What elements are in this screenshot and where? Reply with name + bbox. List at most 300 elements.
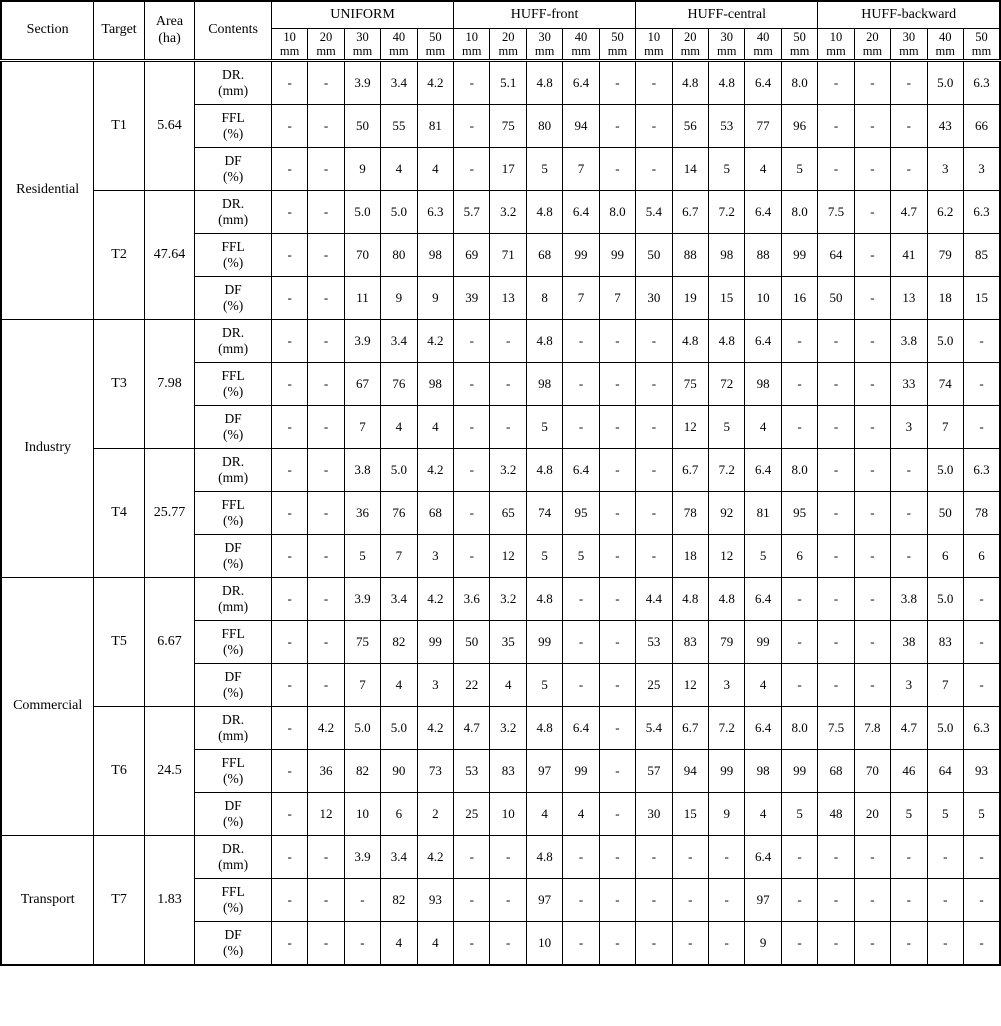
cell-value: 7.8	[854, 707, 890, 750]
cell-value: -	[563, 879, 599, 922]
header-row-groups	[1, 1, 1000, 29]
cell-value: 65	[490, 492, 526, 535]
cell-value: -	[271, 61, 307, 105]
cell-value: 4.2	[417, 707, 453, 750]
target-id-t7: T7	[94, 836, 144, 966]
cell-value: 3.6	[454, 578, 490, 621]
cell-value: 98	[526, 363, 562, 406]
cell-value: 7	[344, 406, 380, 449]
table-row	[1, 449, 1000, 492]
cell-value: 4.8	[526, 61, 562, 105]
cell-value: -	[891, 148, 927, 191]
header-area	[144, 1, 194, 61]
cell-value: 93	[963, 750, 1000, 793]
cell-value: -	[271, 922, 307, 966]
cell-value: 5	[781, 148, 817, 191]
cell-value: -	[454, 535, 490, 578]
table-row	[1, 707, 1000, 750]
cell-value: 39	[454, 277, 490, 320]
cell-value: 3	[963, 148, 1000, 191]
cell-value: -	[891, 105, 927, 148]
cell-value: 6.3	[963, 61, 1000, 105]
cell-value: 81	[745, 492, 781, 535]
cell-value: -	[891, 879, 927, 922]
cell-value: 4.8	[709, 578, 745, 621]
cell-value: -	[781, 836, 817, 879]
cell-value: 17	[490, 148, 526, 191]
header-target: Target	[94, 1, 144, 61]
cell-value: -	[599, 535, 635, 578]
cell-value: 4	[417, 406, 453, 449]
cell-value: 10	[490, 793, 526, 836]
cell-value: -	[271, 750, 307, 793]
cell-value: 95	[781, 492, 817, 535]
content-label-dr: DR. (mm)	[195, 836, 272, 879]
cell-value: -	[672, 922, 708, 966]
cell-value: 4	[381, 922, 417, 966]
cell-value: 10	[526, 922, 562, 966]
cell-value: -	[963, 922, 1000, 966]
cell-value: -	[271, 879, 307, 922]
cell-value: 82	[381, 879, 417, 922]
cell-value: -	[709, 879, 745, 922]
header-duration-huff-central-10: 10 mm	[636, 29, 672, 61]
cell-value: -	[963, 363, 1000, 406]
cell-value: 4	[381, 406, 417, 449]
cell-value: -	[599, 61, 635, 105]
cell-value: -	[854, 492, 890, 535]
cell-value: 12	[308, 793, 344, 836]
cell-value: 6	[781, 535, 817, 578]
cell-value: 3.9	[344, 61, 380, 105]
cell-value: 6.4	[745, 61, 781, 105]
cell-value: 7	[563, 148, 599, 191]
cell-value: 2	[417, 793, 453, 836]
content-label-df: DF (%)	[195, 277, 272, 320]
cell-value: -	[818, 836, 854, 879]
cell-value: -	[271, 363, 307, 406]
cell-value: 12	[490, 535, 526, 578]
target-area-t1: 5.64	[144, 61, 194, 191]
header-group-huff-front: HUFF-front	[454, 1, 636, 29]
cell-value: -	[490, 922, 526, 966]
cell-value: 5.0	[927, 61, 963, 105]
cell-value: -	[854, 363, 890, 406]
cell-value: -	[818, 105, 854, 148]
cell-value: 78	[672, 492, 708, 535]
cell-value: 15	[709, 277, 745, 320]
cell-value: -	[636, 492, 672, 535]
cell-value: -	[271, 277, 307, 320]
cell-value: -	[636, 879, 672, 922]
cell-value: 99	[745, 621, 781, 664]
cell-value: 4.2	[417, 320, 453, 363]
cell-value: -	[854, 922, 890, 966]
cell-value: -	[599, 449, 635, 492]
content-label-dr: DR. (mm)	[195, 707, 272, 750]
cell-value: 5.1	[490, 61, 526, 105]
cell-value: -	[490, 363, 526, 406]
cell-value: 3	[927, 148, 963, 191]
cell-value: 5	[963, 793, 1000, 836]
header-duration-huff-front-50: 50 mm	[599, 29, 635, 61]
cell-value: 7.5	[818, 191, 854, 234]
table-row	[1, 191, 1000, 234]
cell-value: -	[854, 234, 890, 277]
cell-value: 5	[891, 793, 927, 836]
cell-value: 4.8	[526, 191, 562, 234]
cell-value: -	[490, 320, 526, 363]
content-label-dr: DR. (mm)	[195, 449, 272, 492]
cell-value: -	[308, 363, 344, 406]
cell-value: -	[854, 406, 890, 449]
cell-value: 3.8	[344, 449, 380, 492]
cell-value: -	[563, 578, 599, 621]
content-label-dr: DR. (mm)	[195, 320, 272, 363]
cell-value: 7.2	[709, 707, 745, 750]
cell-value: 6	[927, 535, 963, 578]
cell-value: -	[454, 61, 490, 105]
cell-value: -	[963, 621, 1000, 664]
content-label-df: DF (%)	[195, 148, 272, 191]
cell-value: -	[636, 406, 672, 449]
cell-value: 9	[381, 277, 417, 320]
target-id-t5: T5	[94, 578, 144, 707]
cell-value: 4.7	[454, 707, 490, 750]
cell-value: 4	[745, 406, 781, 449]
cell-value: 3.9	[344, 578, 380, 621]
cell-value: 98	[709, 234, 745, 277]
cell-value: 82	[344, 750, 380, 793]
cell-value: 3	[891, 664, 927, 707]
cell-value: 8.0	[781, 191, 817, 234]
cell-value: 12	[672, 664, 708, 707]
cell-value: 80	[526, 105, 562, 148]
cell-value: 4.8	[526, 320, 562, 363]
cell-value: 70	[854, 750, 890, 793]
cell-value: -	[599, 320, 635, 363]
cell-value: -	[636, 449, 672, 492]
cell-value: 79	[927, 234, 963, 277]
cell-value: 8.0	[781, 61, 817, 105]
cell-value: -	[454, 320, 490, 363]
cell-value: 4	[417, 922, 453, 966]
cell-value: 5	[927, 793, 963, 836]
cell-value: -	[927, 879, 963, 922]
cell-value: -	[927, 922, 963, 966]
cell-value: -	[818, 578, 854, 621]
cell-value: 6.4	[745, 320, 781, 363]
cell-value: 4.2	[417, 578, 453, 621]
cell-value: -	[599, 879, 635, 922]
content-label-ffl: FFL (%)	[195, 492, 272, 535]
target-area-t7: 1.83	[144, 836, 194, 966]
cell-value: 73	[417, 750, 453, 793]
content-label-ffl: FFL (%)	[195, 234, 272, 277]
cell-value: 98	[417, 234, 453, 277]
cell-value: 46	[891, 750, 927, 793]
cell-value: 5	[709, 148, 745, 191]
cell-value: 15	[963, 277, 1000, 320]
cell-value: 8.0	[781, 707, 817, 750]
cell-value: -	[271, 707, 307, 750]
cell-value: -	[563, 406, 599, 449]
cell-value: 13	[490, 277, 526, 320]
cell-value: 3.9	[344, 320, 380, 363]
cell-value: 81	[417, 105, 453, 148]
header-duration-uniform-10: 10 mm	[271, 29, 307, 61]
cell-value: -	[854, 535, 890, 578]
cell-value: 5	[344, 535, 380, 578]
cell-value: 71	[490, 234, 526, 277]
content-label-dr: DR. (mm)	[195, 191, 272, 234]
cell-value: -	[636, 148, 672, 191]
cell-value: -	[636, 836, 672, 879]
cell-value: 96	[781, 105, 817, 148]
cell-value: -	[672, 836, 708, 879]
cell-value: 99	[781, 750, 817, 793]
cell-value: 57	[636, 750, 672, 793]
cell-value: -	[963, 578, 1000, 621]
cell-value: -	[599, 363, 635, 406]
cell-value: 74	[927, 363, 963, 406]
cell-value: 3.2	[490, 707, 526, 750]
cell-value: 6.3	[963, 191, 1000, 234]
cell-value: 76	[381, 492, 417, 535]
header-duration-uniform-50: 50 mm	[417, 29, 453, 61]
cell-value: -	[271, 148, 307, 191]
cell-value: -	[308, 61, 344, 105]
cell-value: 5.0	[927, 320, 963, 363]
cell-value: 94	[672, 750, 708, 793]
cell-value: 5.4	[636, 191, 672, 234]
cell-value: -	[308, 879, 344, 922]
cell-value: 93	[417, 879, 453, 922]
cell-value: -	[854, 191, 890, 234]
cell-value: -	[891, 492, 927, 535]
header-duration-huff-central-50: 50 mm	[781, 29, 817, 61]
content-label-ffl: FFL (%)	[195, 750, 272, 793]
cell-value: 5	[526, 148, 562, 191]
cell-value: -	[599, 664, 635, 707]
target-id-t4: T4	[94, 449, 144, 578]
cell-value: 10	[745, 277, 781, 320]
cell-value: -	[308, 836, 344, 879]
cell-value: 5.0	[927, 707, 963, 750]
target-id-t6: T6	[94, 707, 144, 836]
cell-value: 3.2	[490, 578, 526, 621]
cell-value: -	[308, 492, 344, 535]
cell-value: -	[854, 320, 890, 363]
cell-value: 50	[454, 621, 490, 664]
target-area-t5: 6.67	[144, 578, 194, 707]
cell-value: -	[854, 148, 890, 191]
cell-value: 12	[672, 406, 708, 449]
cell-value: 4.4	[636, 578, 672, 621]
cell-value: -	[271, 621, 307, 664]
header-duration-huff-front-20: 20 mm	[490, 29, 526, 61]
cell-value: 5.0	[381, 707, 417, 750]
cell-value: 7.5	[818, 707, 854, 750]
cell-value: 20	[854, 793, 890, 836]
cell-value: 53	[454, 750, 490, 793]
cell-value: 4	[745, 664, 781, 707]
cell-value: 35	[490, 621, 526, 664]
content-label-df: DF (%)	[195, 664, 272, 707]
cell-value: -	[854, 105, 890, 148]
cell-value: 9	[745, 922, 781, 966]
cell-value: -	[599, 578, 635, 621]
cell-value: -	[818, 449, 854, 492]
header-area-unit: (ha)	[158, 30, 181, 46]
cell-value: 6.4	[745, 449, 781, 492]
cell-value: 7	[927, 664, 963, 707]
cell-value: -	[454, 148, 490, 191]
cell-value: 4.8	[672, 320, 708, 363]
cell-value: 36	[344, 492, 380, 535]
cell-value: -	[818, 320, 854, 363]
cell-value: 3.2	[490, 191, 526, 234]
header-contents: Contents	[195, 1, 272, 61]
cell-value: 6.4	[563, 61, 599, 105]
cell-value: 7	[344, 664, 380, 707]
cell-value: 88	[745, 234, 781, 277]
header-duration-huff-front-40: 40 mm	[563, 29, 599, 61]
cell-value: 36	[308, 750, 344, 793]
cell-value: 94	[563, 105, 599, 148]
cell-value: 75	[490, 105, 526, 148]
cell-value: -	[308, 535, 344, 578]
cell-value: -	[818, 664, 854, 707]
cell-value: 4.7	[891, 707, 927, 750]
cell-value: 6.7	[672, 191, 708, 234]
cell-value: -	[454, 406, 490, 449]
cell-value: 19	[672, 277, 708, 320]
cell-value: 4.8	[672, 578, 708, 621]
cell-value: 22	[454, 664, 490, 707]
cell-value: 66	[963, 105, 1000, 148]
cell-value: 6	[381, 793, 417, 836]
cell-value: 82	[381, 621, 417, 664]
table-row	[1, 578, 1000, 621]
table-row	[1, 320, 1000, 363]
cell-value: 5	[709, 406, 745, 449]
cell-value: -	[454, 105, 490, 148]
cell-value: 78	[963, 492, 1000, 535]
section-name-industry: Industry	[1, 320, 94, 578]
cell-value: 6.7	[672, 707, 708, 750]
cell-value: -	[308, 105, 344, 148]
cell-value: 50	[636, 234, 672, 277]
cell-value: -	[271, 492, 307, 535]
cell-value: 7.2	[709, 449, 745, 492]
cell-value: -	[563, 664, 599, 707]
cell-value: -	[781, 922, 817, 966]
cell-value: 3.4	[381, 578, 417, 621]
cell-value: 4.2	[417, 836, 453, 879]
cell-value: 43	[927, 105, 963, 148]
cell-value: -	[891, 922, 927, 966]
cell-value: -	[891, 449, 927, 492]
cell-value: 4	[526, 793, 562, 836]
cell-value: 4.2	[417, 61, 453, 105]
cell-value: -	[963, 836, 1000, 879]
cell-value: 6.4	[745, 707, 781, 750]
cell-value: -	[818, 492, 854, 535]
header-duration-huff-backward-30: 30 mm	[891, 29, 927, 61]
cell-value: 99	[417, 621, 453, 664]
header-duration-huff-central-30: 30 mm	[709, 29, 745, 61]
cell-value: 99	[526, 621, 562, 664]
cell-value: 97	[745, 879, 781, 922]
cell-value: 50	[927, 492, 963, 535]
cell-value: 85	[963, 234, 1000, 277]
content-label-df: DF (%)	[195, 535, 272, 578]
header-group-huff-central: HUFF-central	[636, 1, 818, 29]
cell-value: -	[599, 105, 635, 148]
cell-value: 7	[927, 406, 963, 449]
cell-value: 88	[672, 234, 708, 277]
cell-value: 6.2	[927, 191, 963, 234]
cell-value: -	[454, 492, 490, 535]
cell-value: 3	[891, 406, 927, 449]
cell-value: 98	[417, 363, 453, 406]
cell-value: 3.4	[381, 320, 417, 363]
cell-value: -	[963, 406, 1000, 449]
cell-value: 4.8	[709, 61, 745, 105]
cell-value: -	[854, 578, 890, 621]
cell-value: -	[344, 879, 380, 922]
cell-value: 5	[745, 535, 781, 578]
cell-value: 3	[417, 664, 453, 707]
cell-value: -	[781, 406, 817, 449]
cell-value: 9	[344, 148, 380, 191]
cell-value: -	[308, 320, 344, 363]
cell-value: -	[854, 277, 890, 320]
cell-value: 6.3	[417, 191, 453, 234]
header-duration-huff-backward-40: 40 mm	[927, 29, 963, 61]
cell-value: -	[271, 664, 307, 707]
cell-value: 79	[709, 621, 745, 664]
cell-value: 41	[891, 234, 927, 277]
cell-value: 6.3	[963, 449, 1000, 492]
cell-value: -	[854, 836, 890, 879]
content-label-ffl: FFL (%)	[195, 879, 272, 922]
cell-value: 56	[672, 105, 708, 148]
cell-value: -	[891, 61, 927, 105]
cell-value: -	[599, 492, 635, 535]
cell-value: 68	[417, 492, 453, 535]
content-label-ffl: FFL (%)	[195, 105, 272, 148]
cell-value: 7.2	[709, 191, 745, 234]
cell-value: 5	[526, 535, 562, 578]
cell-value: 67	[344, 363, 380, 406]
cell-value: 6	[963, 535, 1000, 578]
header-duration-huff-backward-20: 20 mm	[854, 29, 890, 61]
cell-value: 25	[454, 793, 490, 836]
cell-value: 99	[599, 234, 635, 277]
cell-value: 5.0	[927, 578, 963, 621]
target-area-t4: 25.77	[144, 449, 194, 578]
header-section: Section	[1, 1, 94, 61]
cell-value: 92	[709, 492, 745, 535]
cell-value: 4	[381, 664, 417, 707]
cell-value: -	[636, 363, 672, 406]
cell-value: 50	[818, 277, 854, 320]
cell-value: 5	[526, 664, 562, 707]
cell-value: 5.4	[636, 707, 672, 750]
header-duration-huff-backward-10: 10 mm	[818, 29, 854, 61]
